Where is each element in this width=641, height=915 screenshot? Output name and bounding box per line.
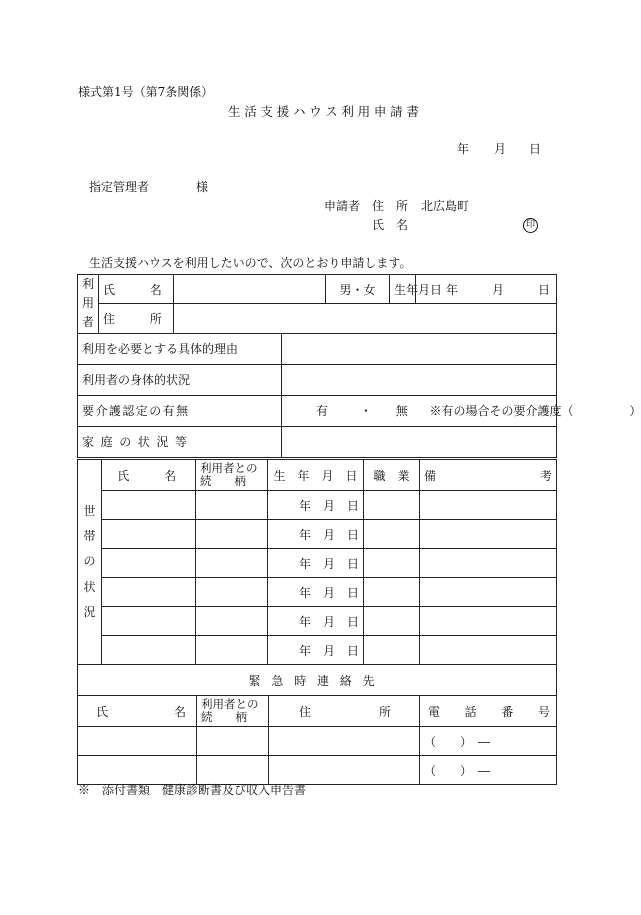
addressee-suffix: 様 — [196, 180, 209, 194]
user-name-field[interactable] — [174, 275, 326, 304]
applicant-name-label: 氏 名 — [372, 218, 409, 232]
household-row — [78, 491, 557, 520]
addressee: 指定管理者 — [89, 180, 150, 194]
household-relation-cell[interactable] — [196, 549, 268, 578]
reason-field[interactable] — [282, 333, 557, 364]
emergency-row — [78, 727, 557, 756]
intro-text: 生活支援ハウスを利用したいので、次のとおり申請します。 — [89, 256, 412, 270]
household-row — [78, 636, 557, 665]
care-no[interactable]: 無 — [395, 404, 408, 419]
household-job-cell[interactable] — [364, 578, 420, 607]
user-address-label: 住 所 — [99, 304, 174, 333]
household-birth-cell[interactable]: 年 月 日 — [268, 491, 364, 520]
household-relation-cell[interactable] — [196, 578, 268, 607]
care-note-close: ） — [629, 404, 641, 419]
date-day-label: 日 — [529, 142, 542, 156]
household-side-label: 世帯の状況 — [78, 460, 102, 665]
footer-note: ※ 添付書類 健康診断書及び収入申告書 — [78, 783, 307, 797]
household-birth-header: 生 年 月 日 — [268, 460, 364, 491]
emergency-table — [77, 664, 557, 785]
applicant-label: 申請者 — [324, 199, 361, 213]
emergency-phone-cell[interactable]: （ ） ― — [420, 727, 557, 756]
emergency-address-header: 住 所 — [269, 696, 420, 727]
care-yes[interactable]: 有 — [316, 404, 329, 419]
household-notes-cell[interactable] — [420, 607, 557, 636]
household-birth-cell[interactable]: 年 月 日 — [268, 607, 364, 636]
emergency-row — [78, 756, 557, 785]
household-birth-cell[interactable]: 年 月 日 — [268, 578, 364, 607]
household-row — [78, 520, 557, 549]
household-name-cell[interactable] — [102, 491, 196, 520]
household-notes-cell[interactable] — [420, 578, 557, 607]
emergency-title: 緊急時連絡先 — [78, 665, 557, 696]
emergency-name-header: 氏 名 — [78, 696, 197, 727]
care-label: 要介護認定の有無 — [78, 395, 282, 426]
gender-field[interactable]: 男・女 — [326, 275, 390, 304]
date-year-label: 年 — [457, 142, 470, 156]
birth-year-label: 年 — [445, 282, 458, 297]
family-field[interactable] — [282, 426, 557, 457]
household-name-cell[interactable] — [102, 549, 196, 578]
household-name-cell[interactable] — [102, 607, 196, 636]
household-name-header: 氏 名 — [102, 460, 196, 491]
household-job-cell[interactable] — [364, 520, 420, 549]
household-notes-header: 備 考 — [420, 460, 557, 491]
reason-label: 利用を必要とする具体的理由 — [78, 333, 282, 364]
emergency-address-cell[interactable] — [269, 756, 420, 785]
household-job-header: 職 業 — [364, 460, 420, 491]
household-birth-cell[interactable]: 年 月 日 — [268, 520, 364, 549]
applicant-address-value: 北広島町 — [421, 199, 470, 213]
care-field[interactable] — [282, 395, 641, 426]
household-birth-cell[interactable]: 年 月 日 — [268, 636, 364, 665]
date-month-label: 月 — [494, 142, 507, 156]
birth-label: 生年月日 — [390, 275, 416, 304]
household-relation-cell[interactable] — [196, 607, 268, 636]
physical-label: 利用者の身体的状況 — [78, 364, 282, 395]
seal-mark — [523, 217, 538, 233]
user-name-label: 氏 名 — [99, 275, 174, 304]
household-relation-cell[interactable] — [196, 491, 268, 520]
user-address-field[interactable] — [174, 304, 557, 333]
family-label: 家庭の状況等 — [78, 426, 282, 457]
household-job-cell[interactable] — [364, 636, 420, 665]
emergency-phone-cell[interactable]: （ ） ― — [420, 756, 557, 785]
household-job-cell[interactable] — [364, 607, 420, 636]
household-row — [78, 578, 557, 607]
emergency-address-cell[interactable] — [269, 727, 420, 756]
household-table — [77, 459, 557, 665]
household-job-cell[interactable] — [364, 549, 420, 578]
page-title: 生活支援ハウス利用申請書 — [228, 104, 423, 119]
household-notes-cell[interactable] — [420, 520, 557, 549]
emergency-name-cell[interactable] — [78, 727, 197, 756]
household-name-cell[interactable] — [102, 636, 196, 665]
applicant-address-label: 住 所 — [372, 199, 409, 213]
household-job-cell[interactable] — [364, 491, 420, 520]
emergency-phone-header: 電 話 番 号 — [420, 696, 557, 727]
household-row — [78, 607, 557, 636]
household-row — [78, 549, 557, 578]
user-side-label: 利用者 — [78, 275, 99, 334]
birth-month-label: 月 — [491, 282, 504, 297]
physical-field[interactable] — [282, 364, 557, 395]
emergency-relation-cell[interactable] — [197, 756, 269, 785]
seal-icon: 印 — [523, 218, 538, 233]
form-number: 様式第1号（第7条関係） — [78, 85, 214, 99]
care-dot: ・ — [359, 404, 372, 419]
household-relation-header: 利用者との続 柄 — [196, 460, 268, 491]
birth-day-label: 日 — [537, 282, 550, 297]
household-name-cell[interactable] — [102, 578, 196, 607]
household-notes-cell[interactable] — [420, 549, 557, 578]
emergency-relation-cell[interactable] — [197, 727, 269, 756]
care-note: ※有の場合その要介護度（ — [429, 404, 574, 419]
household-notes-cell[interactable] — [420, 636, 557, 665]
application-table — [77, 274, 641, 458]
household-name-cell[interactable] — [102, 520, 196, 549]
emergency-relation-header: 利用者との続 柄 — [197, 696, 269, 727]
household-notes-cell[interactable] — [420, 491, 557, 520]
household-birth-cell[interactable]: 年 月 日 — [268, 549, 364, 578]
household-relation-cell[interactable] — [196, 636, 268, 665]
household-relation-cell[interactable] — [196, 520, 268, 549]
emergency-name-cell[interactable] — [78, 756, 197, 785]
